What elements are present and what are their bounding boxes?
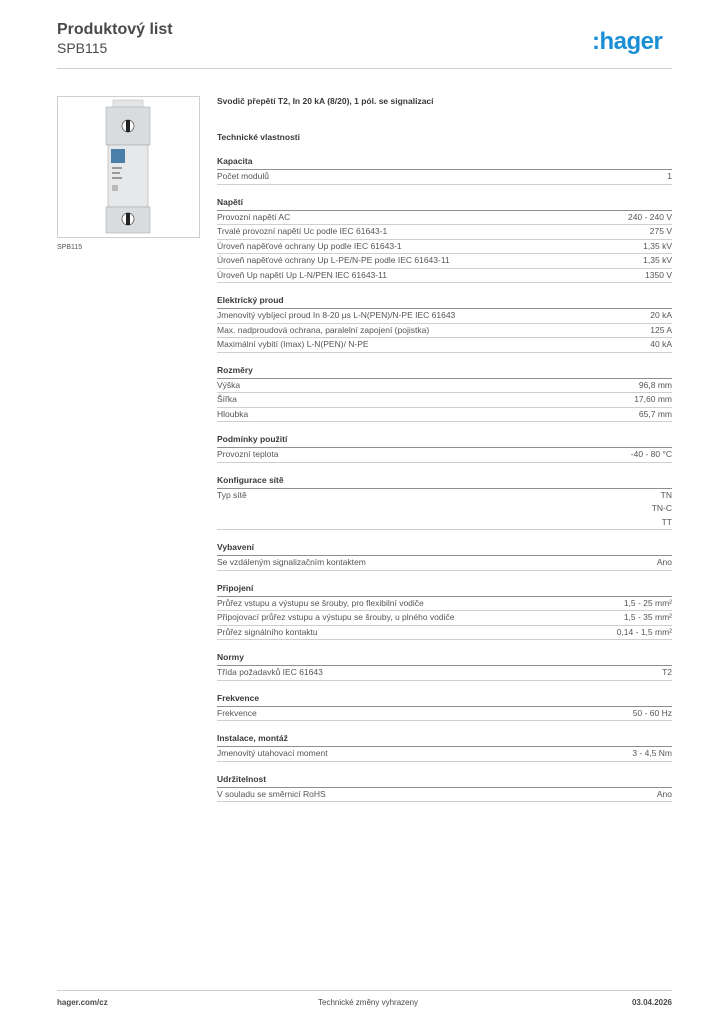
- spec-label: Se vzdáleným signalizačním kontaktem: [217, 557, 366, 567]
- spec-section: [217, 434, 672, 463]
- product-code: SPB115: [57, 40, 108, 56]
- spec-label: Hloubka: [217, 408, 249, 419]
- spec-value: 275 V: [649, 226, 672, 236]
- spec-value: 17,60 mm: [634, 394, 672, 404]
- spec-label: Počet modulů: [217, 171, 269, 181]
- spec-value: 1350 V: [645, 269, 672, 280]
- spec-row: [217, 170, 672, 185]
- spec-label: Provozní napětí AC: [217, 211, 291, 222]
- section-title: Rozměry: [217, 365, 672, 379]
- spec-section: [217, 197, 672, 284]
- surge-arrester-icon: [58, 97, 199, 237]
- spec-label: Trvalé provozní napětí Uc podle IEC 61643-1: [217, 226, 388, 236]
- spec-row: [217, 747, 672, 762]
- spec-row: [217, 556, 672, 571]
- spec-value: 65,7 mm: [638, 408, 672, 419]
- spec-value: 3 - 4,5 Nm: [632, 748, 672, 758]
- product-description: Svodič přepětí T2, In 20 kA (8/20), 1 pól. se signalizací: [217, 96, 434, 106]
- spec-value: 125 A: [650, 324, 672, 335]
- spec-value: 0,14 - 1,5 mm²: [616, 626, 672, 637]
- spec-sections: [217, 156, 672, 802]
- spec-row: [217, 324, 672, 339]
- hager-logo: :hager: [592, 28, 663, 55]
- spec-content: [217, 96, 672, 802]
- spec-label: Průřez vstupu a výstupu se šrouby, pro flexibilní vodiče: [217, 597, 424, 608]
- spec-row: [217, 338, 672, 353]
- section-title: Napětí: [217, 197, 672, 211]
- spec-label: Připojovací průřez vstupu a výstupu se šrouby, u plného vodiče: [217, 612, 455, 622]
- spec-row: [217, 611, 672, 626]
- section-title: Připojení: [217, 583, 672, 597]
- spec-value: Ano: [656, 788, 672, 799]
- spec-row: [217, 393, 672, 408]
- spec-row: [217, 666, 672, 681]
- spec-value: T2: [662, 667, 672, 677]
- spec-label: Úroveň napěťové ochrany Up podle IEC 61643-1: [217, 240, 402, 251]
- spec-value: TN TN-C TT: [651, 489, 672, 527]
- spec-value: 1,5 - 25 mm²: [623, 597, 672, 608]
- section-title: Instalace, montáž: [217, 733, 672, 747]
- section-title: Normy: [217, 652, 672, 666]
- spec-row: [217, 626, 672, 641]
- spec-value: 96,8 mm: [638, 379, 672, 390]
- spec-row: [217, 707, 672, 722]
- spec-section: [217, 295, 672, 353]
- spec-section: [217, 542, 672, 571]
- spec-label: Maximální vybití (Imax) L-N(PEN)/ N-PE: [217, 339, 369, 349]
- spec-label: Max. nadproudová ochrana, paralelní zapojení (pojistka): [217, 324, 430, 335]
- section-title: Podmínky použití: [217, 434, 672, 448]
- spec-row: [217, 379, 672, 394]
- spec-section: [217, 652, 672, 681]
- spec-label: Jmenovitý utahovací moment: [217, 748, 328, 758]
- spec-row: [217, 211, 672, 226]
- section-title: Frekvence: [217, 693, 672, 707]
- spec-label: Úroveň napěťové ochrany Up L-PE/N-PE podle IEC 61643-11: [217, 255, 450, 265]
- spec-label: Šířka: [217, 394, 237, 404]
- spec-value: 40 kA: [650, 339, 672, 349]
- header-divider: [57, 68, 672, 69]
- footer-website[interactable]: hager.com/cz: [57, 998, 108, 1007]
- spec-row: [217, 309, 672, 324]
- spec-value: 20 kA: [650, 310, 672, 320]
- product-image: [57, 96, 200, 238]
- spec-label: Výška: [217, 379, 241, 390]
- spec-label: Úroveň Up napětí Up L-N/PEN IEC 61643-11: [217, 269, 387, 280]
- spec-label: Provozní teplota: [217, 449, 279, 459]
- spec-row: [217, 489, 672, 531]
- spec-section: [217, 583, 672, 641]
- spec-label: Frekvence: [217, 707, 257, 718]
- spec-section: [217, 365, 672, 423]
- spec-value: 240 - 240 V: [628, 211, 672, 222]
- spec-row: [217, 408, 672, 423]
- spec-row: [217, 254, 672, 269]
- spec-value: 1,35 kV: [643, 255, 672, 265]
- section-title: Vybavení: [217, 542, 672, 556]
- spec-label: Třída požadavků IEC 61643: [217, 667, 323, 677]
- spec-value: -40 - 80 °C: [630, 449, 672, 459]
- section-title: Udržitelnost: [217, 774, 672, 788]
- spec-section: [217, 733, 672, 762]
- spec-label: Typ sítě: [217, 489, 247, 500]
- spec-row: [217, 240, 672, 255]
- spec-value: 1: [667, 171, 672, 181]
- spec-row: [217, 788, 672, 803]
- spec-label: V souladu se směrnicí RoHS: [217, 788, 326, 799]
- spec-row: [217, 448, 672, 463]
- technical-properties-title: Technické vlastnosti: [217, 132, 300, 142]
- spec-value: 1,35 kV: [643, 240, 672, 251]
- footer-notice: Technické změny vyhrazeny: [318, 998, 419, 1007]
- spec-row: [217, 597, 672, 612]
- footer-date: 03.04.2026: [631, 998, 672, 1007]
- spec-value: 1,5 - 35 mm²: [623, 612, 672, 622]
- spec-section: [217, 693, 672, 722]
- spec-label: Jmenovitý vybíjecí proud In 8-20 µs L-N(PEN)/N-PE IEC 61643: [217, 310, 456, 320]
- page-title: Produktový list: [57, 21, 173, 38]
- spec-row: [217, 225, 672, 240]
- spec-label: Průřez signálního kontaktu: [217, 626, 318, 637]
- spec-section: [217, 774, 672, 803]
- spec-value: Ano: [656, 557, 672, 567]
- spec-section: [217, 156, 672, 185]
- section-title: Konfigurace sítě: [217, 475, 672, 489]
- footer-divider: [57, 990, 672, 991]
- section-title: Kapacita: [217, 156, 672, 170]
- spec-value: 50 - 60 Hz: [632, 707, 672, 718]
- spec-section: [217, 475, 672, 531]
- section-title: Elektrický proud: [217, 295, 672, 309]
- spec-row: [217, 269, 672, 284]
- image-caption: SPB115: [57, 244, 83, 251]
